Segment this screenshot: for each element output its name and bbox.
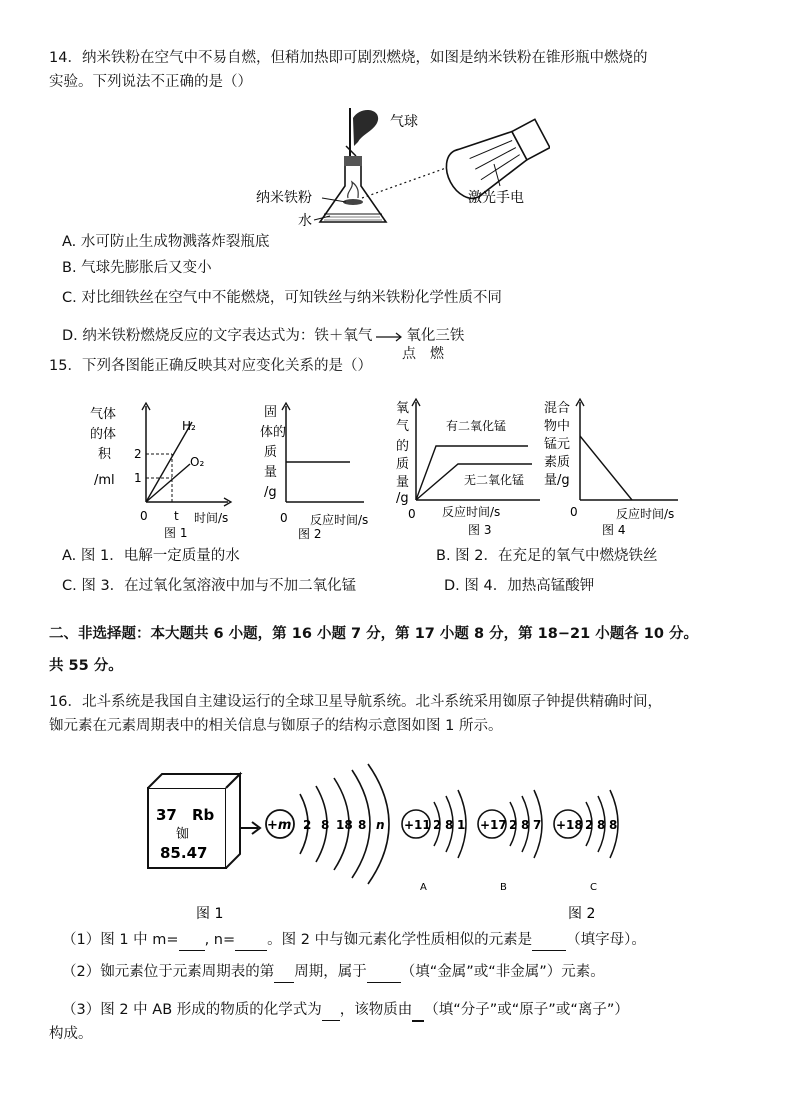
stopper [344,156,362,166]
atom-c-shell-1: 2 [585,818,594,832]
atom-b-label: B [500,882,507,893]
q16-figure [140,760,660,920]
q15-option-b[interactable]: B. 图 2．在充足的氧气中燃烧铁丝 [436,548,658,564]
graph3-ylabel-1: 氧 [396,401,410,416]
cell-symbol: Rb [192,806,215,824]
q14-stem-line1: 14．纳米铁粉在空气中不易自燃，但稍加热即可剧烈燃烧，如图是纳米铁粉在锥形瓶中燃烧的 [49,50,648,66]
q16-caption-1: 图 1 [196,906,224,920]
graph2-ylabel-5: /g [264,485,277,500]
graph1-ylabel-2: 的体 [90,427,117,442]
atom-b-diagram [478,790,542,893]
rb-shell-4: 8 [358,818,367,832]
q16-sub1-text3: 。图 2 中与铷元素化学性质相似的元素是 [267,932,533,948]
graph4-xlabel: 反应时间/s [616,507,675,521]
water-label: 水 [298,213,312,229]
q16-sub2-text1: （2）铷元素位于元素周期表的第 [62,964,275,980]
graph4-ylabel-1: 混合 [544,401,571,416]
q16-sub3 [62,1000,629,1022]
answer-blank-n[interactable] [235,930,267,951]
balloon-label: 气球 [390,114,418,130]
atom-a-shell-1: 2 [433,818,442,832]
graph1-ylabel-3: 积 [98,447,112,462]
q14-stem-line2: 实验。下列说法不正确的是（） [49,74,252,90]
graph-1 [88,400,268,540]
graph3-with-label: 有二氧化锰 [446,419,507,433]
graph3-ylabel-3: 的 [396,439,410,454]
graph-3 [392,396,552,540]
graph1-tick-2: 2 [134,447,142,461]
rb-shell-1: 2 [303,818,312,832]
q16-sub2-text3: （填“金属”或“非金属”）元素。 [400,964,605,980]
q16-stem-line2: 铷元素在元素周期表中的相关信息与铷原子的结构示意图如图 1 所示。 [49,718,503,734]
cell-atomic-mass: 85.47 [160,844,208,862]
q14-option-d-suffix: 氧化三铁 [406,328,465,344]
graph-2 [258,400,388,540]
graph2-origin: 0 [280,511,288,525]
graph1-ylabel-4: /ml [94,473,115,488]
answer-blank-similar-element[interactable] [532,930,566,951]
graph4-ylabel-3: 锰元 [544,437,571,452]
q16-sub3-text2: ，该物质由 [339,1002,413,1018]
graph1-h2-line [146,422,192,502]
atom-c-nucleus: +18 [556,818,583,832]
graph2-ylabel-4: 量 [264,465,278,480]
q16-caption-2: 图 2 [568,906,596,920]
atom-a-shell-3: 1 [457,818,466,832]
graph2-ylabel-3: 质 [264,445,278,460]
atom-b-shell-3: 7 [533,818,542,832]
atom-b-shell-2: 8 [521,818,530,832]
q16-sub1 [62,930,646,951]
q16-sub1-text4: （填字母）。 [566,932,646,948]
laser-beam [362,168,446,198]
q15-stem: 15．下列各图能正确反映其对应变化关系的是（） [49,358,372,374]
graph3-ylabel-4: 质 [396,457,410,472]
graph1-xlabel: 时间/s [194,511,229,525]
section2-heading-line2: 共 55 分。 [49,658,123,674]
graph1-t: t [174,509,179,523]
graph3-origin: 0 [408,507,416,521]
graph3-caption: 图 3 [468,523,492,537]
graph1-o2-label: O₂ [190,455,205,469]
q15-option-d[interactable]: D. 图 4．加热高锰酸钾 [444,578,595,594]
balloon-shape [353,110,378,146]
graph3-ylabel-5: 量 [396,475,410,490]
rb-shell-3: 18 [336,818,353,832]
answer-blank-m[interactable] [179,930,205,951]
graph4-ylabel-5: 量/g [544,473,570,488]
atom-b-nucleus: +17 [480,818,507,832]
graph1-tick-1: 1 [134,471,142,485]
graph2-caption: 图 2 [298,527,322,540]
atom-a-nucleus: +11 [404,818,431,832]
answer-blank-period[interactable] [274,962,294,983]
graph2-ylabel-1: 固 [264,405,278,420]
q15-option-c[interactable]: C. 图 3．在过氧化氢溶液中加与不加二氧化锰 [62,578,357,594]
answer-blank-formula[interactable] [322,1000,340,1021]
q14-option-d[interactable] [62,326,464,346]
section2-heading: 二、非选择题：本大题共 6 小题，第 16 小题 7 分，第 17 小题 8 分，第 18−21 小题各 10 分。 [49,626,698,642]
graph4-ylabel-2: 物中 [544,419,571,434]
q14-option-b[interactable]: B. 气球先膨胀后又变小 [62,260,212,276]
graph-4 [540,396,690,540]
graph1-o2-line [146,464,190,502]
q16-sub3-text3: （填“分子”或“原子”或“离子”） [424,1002,629,1018]
graph3-ylabel-6: /g [396,491,409,506]
atom-c-shell-2: 8 [597,818,606,832]
q16-sub1-text1: （1）图 1 中 m= [62,932,179,948]
graph4-ylabel-4: 素质 [544,455,571,470]
flame-shape [348,182,359,198]
atom-c-label: C [590,882,597,893]
cell-atomic-number: 37 [156,806,177,824]
atom-b-shell-1: 2 [509,818,518,832]
atom-a-shell-2: 8 [445,818,454,832]
torch-label: 激光手电 [468,190,524,206]
graph1-origin: 0 [140,509,148,523]
graph3-without-label: 无二氧化锰 [464,473,525,487]
answer-blank-particle[interactable] [412,1000,424,1022]
graph2-ylabel-2: 体的 [260,425,287,440]
rb-shell-5: n [376,818,385,832]
q16-sub1-text2: , n= [204,932,236,948]
graph1-caption: 图 1 [164,526,188,540]
q16-sub3-text1: （3）图 2 中 AB 形成的物质的化学式为 [62,1002,322,1018]
q16-stem-line1: 16．北斗系统是我国自主建设运行的全球卫星导航系统。北斗系统采用铷原子钟提供精确时间， [49,694,662,710]
rb-atom-diagram [266,764,389,884]
q14-option-d-prefix: D. 纳米铁粉燃烧反应的文字表达式为：铁＋氧气 [62,328,373,344]
atom-c-shell-3: 8 [609,818,618,832]
graph4-line [580,436,632,500]
q16-sub3-line2: 构成。 [49,1026,93,1042]
q15-option-a[interactable]: A. 图 1．电解一定质量的水 [62,548,240,564]
graph1-ylabel-1: 气体 [90,407,117,422]
q14-figure [250,98,550,234]
rb-shell-2: 8 [321,818,330,832]
atom-a-diagram [402,790,466,893]
reaction-condition: 点 燃 [402,346,444,362]
graph3-ylabel-2: 气 [396,419,410,434]
q14-option-c[interactable]: C. 对比细铁丝在空气中不能燃烧，可知铁丝与纳米铁粉化学性质不同 [62,290,502,306]
q14-option-a[interactable]: A. 水可防止生成物溅落炸裂瓶底 [62,234,270,250]
graph4-caption: 图 4 [602,523,626,537]
cell-element-name: 铷 [176,827,190,842]
rb-nucleus: +m [267,818,292,833]
answer-blank-metal[interactable] [367,962,401,983]
graph2-xlabel: 反应时间/s [310,513,369,527]
water-hatch [324,217,382,220]
atom-a-label: A [420,882,427,893]
periodic-cell [148,774,240,868]
q16-sub2 [62,962,605,983]
graph4-origin: 0 [570,505,578,519]
atom-c-diagram [554,790,618,893]
graph1-h2-label: H₂ [182,419,196,433]
q16-sub2-text2: 周期，属于 [294,964,367,980]
graph3-xlabel: 反应时间/s [442,505,501,519]
powder-label: 纳米铁粉 [256,190,312,206]
